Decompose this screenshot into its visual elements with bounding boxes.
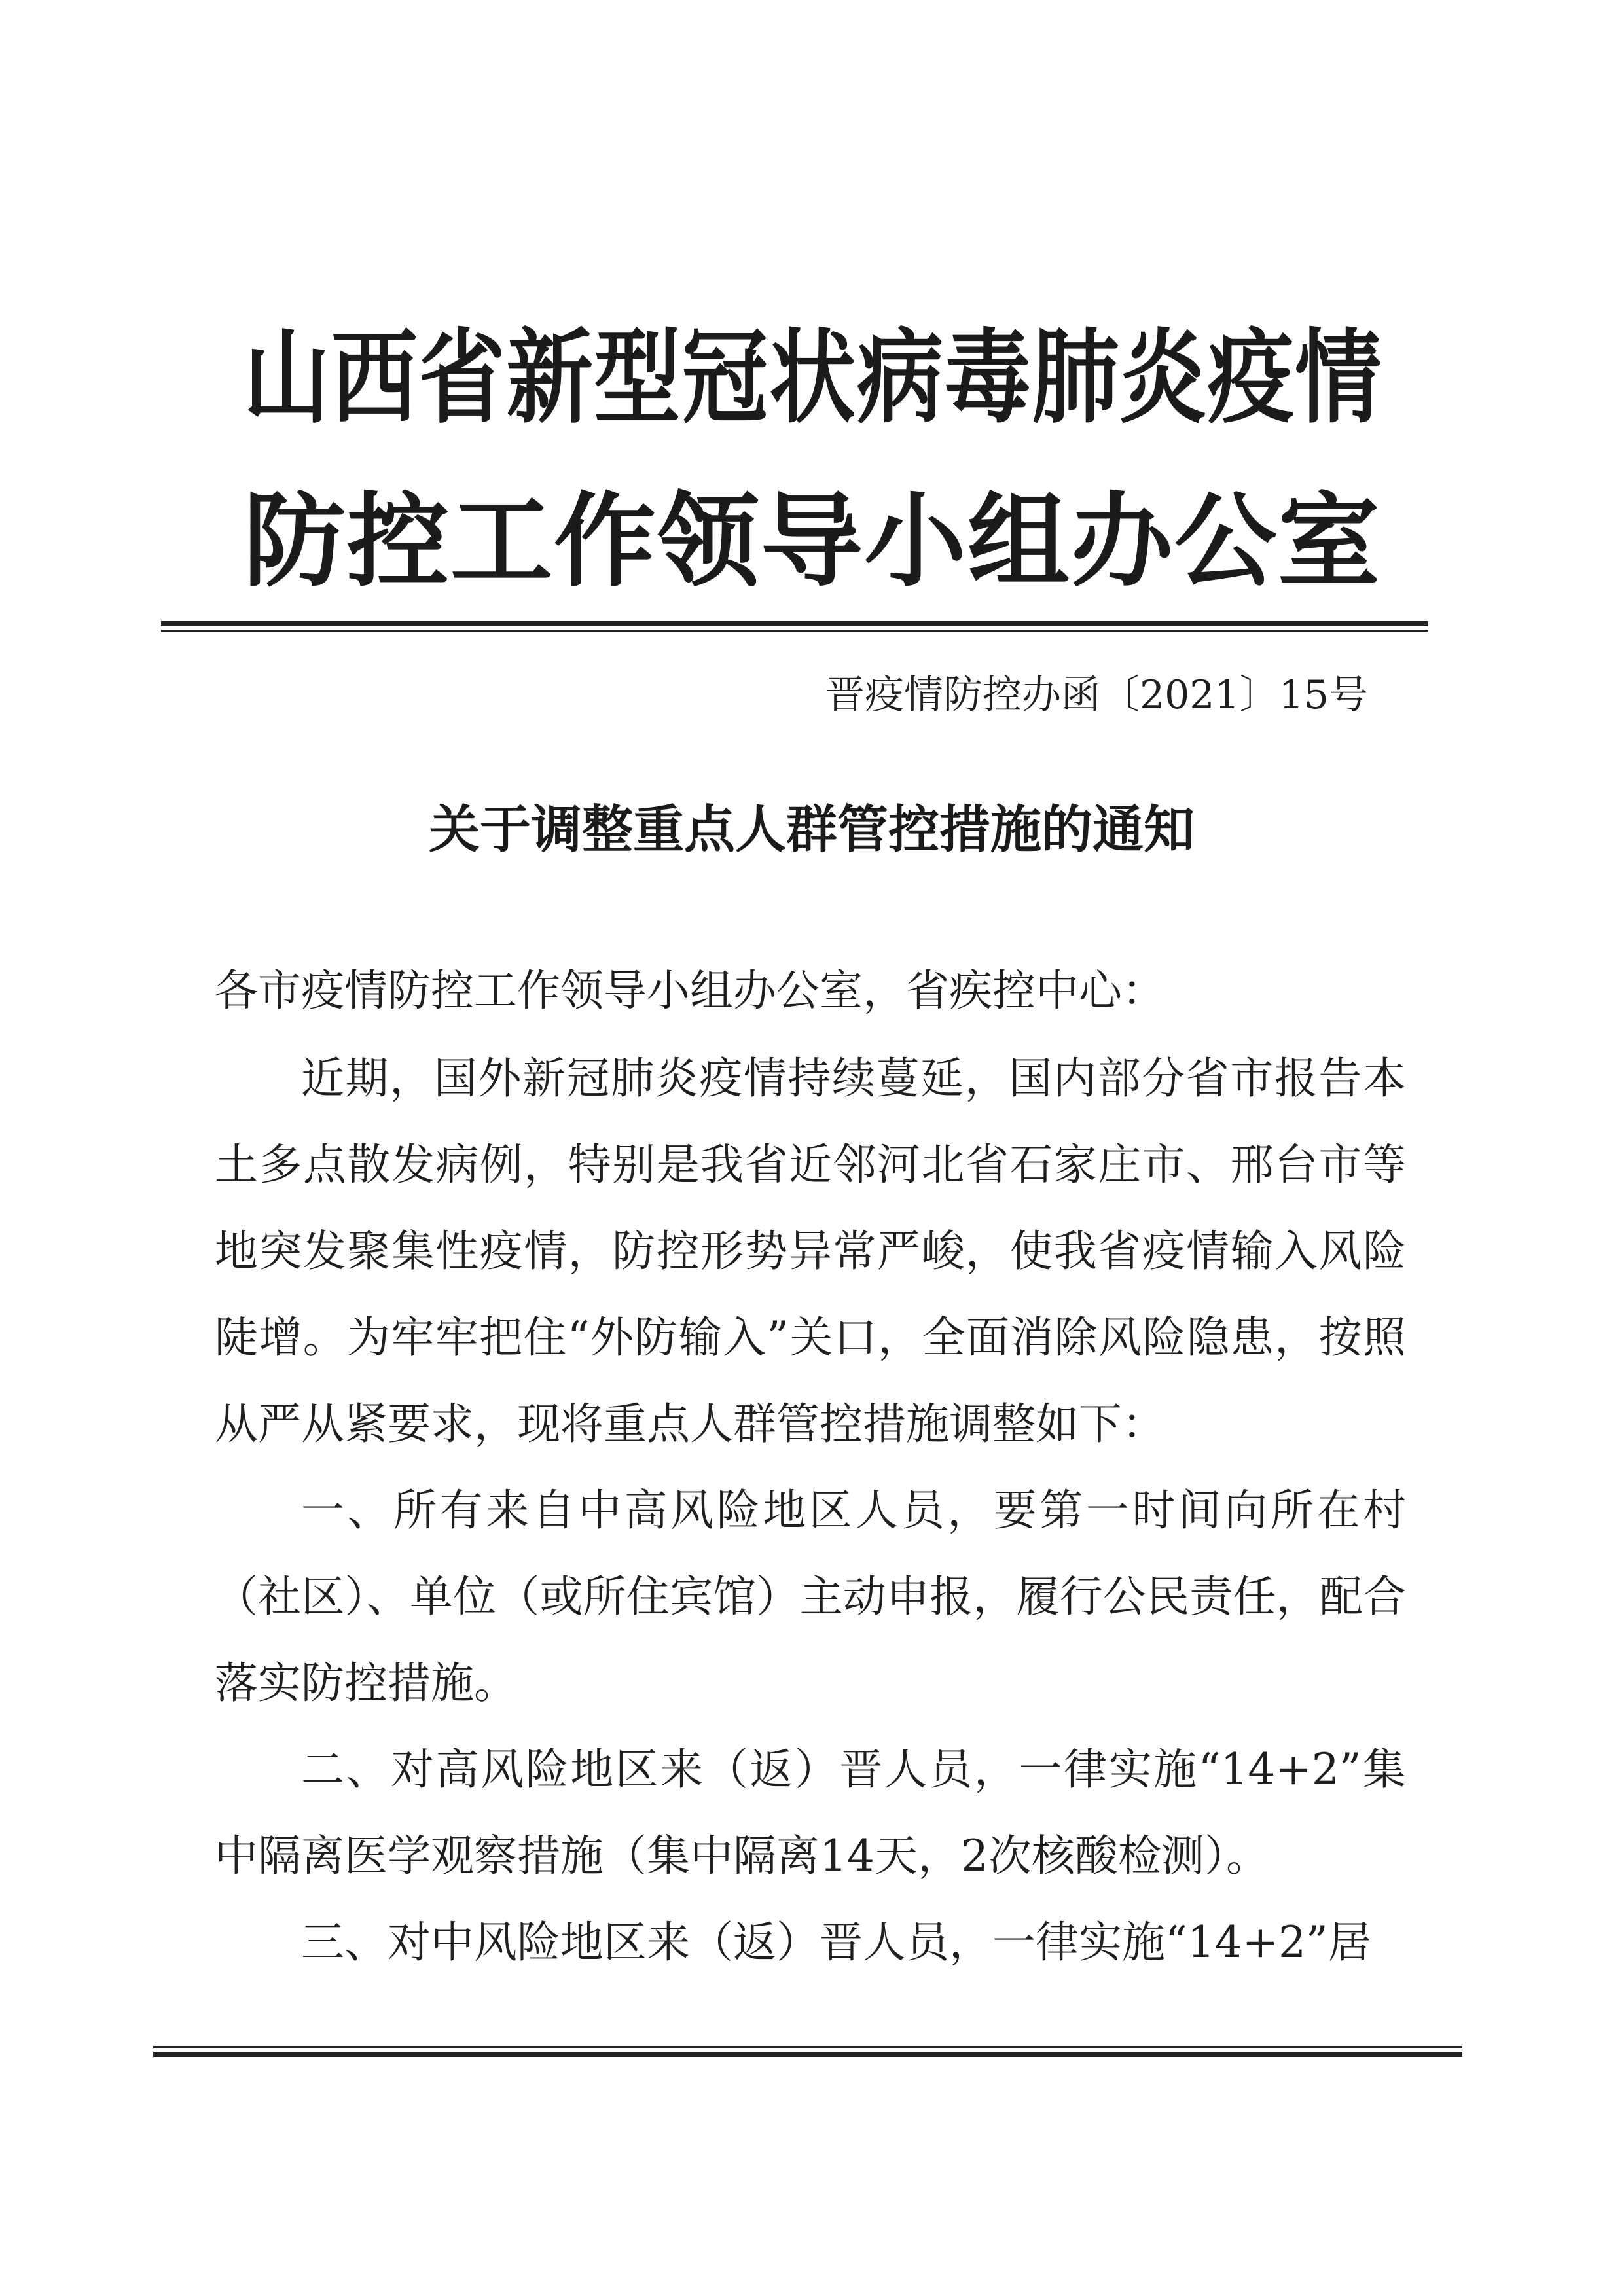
issuing-organization-line-2: 防控工作领导小组办公室 [244,482,1381,601]
header-divider-thin [161,630,1428,632]
document-number: 晋疫情防控办函〔2021〕15号 [825,672,1368,718]
paragraph-intro: 近期，国外新冠肺炎疫情持续蔓延，国内部分省市报告本土多点散发病例，特别是我省近邻河北省石家庄市、邢台市等地突发聚集性疫情，防控形势异常严峻，使我省疫情输入风险陡增。为牢牢把住“外防输入”关口，全面消除风险隐患，按照从严从紧要求，现将重点人群管控措施调整如下： [215,1053,1406,1449]
header-divider-thick [161,621,1428,626]
body-paragraphs [215,1035,1406,1986]
document-title: 关于调整重点人群管控措施的通知 [428,800,1195,859]
issuing-organization-line-1: 山西省新型冠状病毒肺炎疫情 [244,318,1382,437]
footer-divider-thin [153,2046,1462,2048]
paragraph-item-1: 一、所有来自中高风险地区人员，要第一时间向所在村（社区）、单位（或所住宾馆）主动申报，履行公民责任，配合落实防控措施。 [215,1485,1406,1708]
paragraph-item-2: 二、对高风险地区来（返）晋人员，一律实施“14+2”集中隔离医学观察措施（集中隔离14天，2次核酸检测）。 [215,1744,1406,1881]
addressee-line: 各市疫情防控工作领导小组办公室，省疾控中心： [215,965,1165,1016]
paragraph-item-3: 三、对中风险地区来（返）晋人员，一律实施“14+2”居 [301,1917,1371,1967]
footer-divider-thick [153,2052,1462,2057]
